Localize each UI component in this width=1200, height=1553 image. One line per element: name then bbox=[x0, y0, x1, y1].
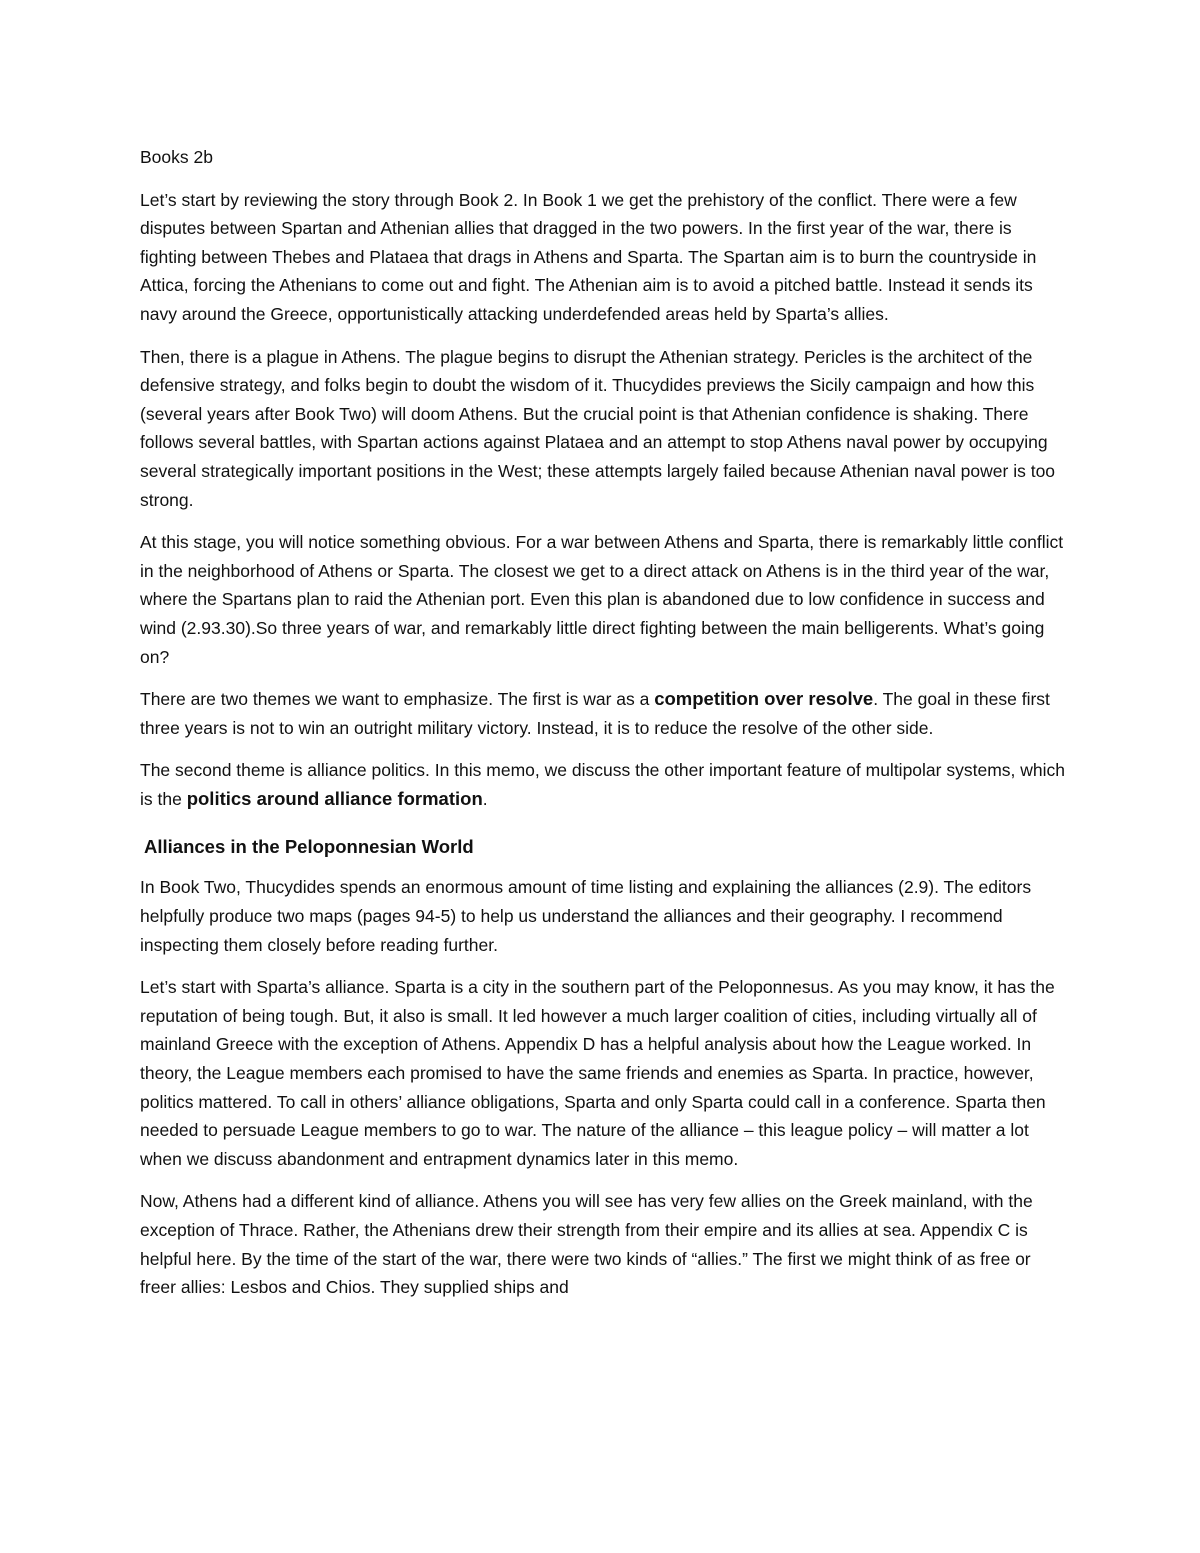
paragraph-athens-alliance: Now, Athens had a different kind of alliance. Athens you will see has very few allies on the Greek mainland, with the exception of Thrace. Rather, the Athenians drew their strength from their empire and its allies at sea. Appendix C is helpful here. By the time of the start of the war, there were two kinds of “allies.” The first we might think of as free or freer allies: Lesbos and Chios. They supplied ships and bbox=[140, 1191, 1033, 1298]
paragraph-themes bbox=[140, 685, 1065, 742]
paragraph-little-conflict: At this stage, you will notice something obvious. For a war between Athens and Sparta, there is remarkably little conflict in the neighborhood of Athens or Sparta. The closest we get to a direct attack on Athens is in the third year of the war, where the Spartans plan to raid the Athenian port. Even this plan is abandoned due to low confidence in success and wind (2.93.30).So three years of war, and remarkably little direct fighting between the main belligerents. What’s going on? bbox=[140, 532, 1064, 667]
emphasis-politics-alliance-formation: politics around alliance formation bbox=[186, 787, 483, 809]
paragraph-alliance-politics bbox=[140, 756, 1065, 813]
paragraph-themes-text-start: There are two themes we want to emphasize. The first is war as a bbox=[140, 689, 655, 710]
paragraph-sparta-alliance: Let’s start with Sparta’s alliance. Sparta is a city in the southern part of the Peloponnesus. As you may know, it has the reputation of being tough. But, it also is small. It led however a much larger coalition of cities, including virtually all of mainland Greece with the exception of Athens. Appendix D has a helpful analysis about how the League worked. In theory, the League members each promised to have the same friends and enemies as Sparta. In practice, however, politics mattered. To call in others’ alliance obligations, Sparta and only Sparta could call in a conference. Sparta then needed to persuade League members to go to war. The nature of the alliance – this league policy – will matter a lot when we discuss abandonment and entrapment dynamics later in this memo. bbox=[140, 977, 1055, 1169]
paragraph-alliance-text-start: The second theme is alliance politics. In this memo, we discuss the other important feature of multipolar systems, which is the bbox=[140, 760, 1065, 809]
section-heading-alliances: Alliances in the Peloponnesian World bbox=[144, 836, 474, 858]
document-title: Books 2b bbox=[140, 147, 213, 167]
paragraph-book-two-alliances: In Book Two, Thucydides spends an enormous amount of time listing and explaining the alliances (2.9). The editors helpfully produce two maps (pages 94-5) to help us understand the alliances and their geography. I recommend inspecting them closely before reading further. bbox=[140, 877, 1032, 955]
document-page bbox=[140, 143, 1065, 1316]
paragraph-alliance-text-end: . bbox=[482, 788, 488, 809]
paragraph-plague: Then, there is a plague in Athens. The plague begins to disrupt the Athenian strategy. Pericles is the architect of the defensive strategy, and folks begin to doubt the wisdom of it. Thucydides previews the Sicily campaign and how this (several years after Book Two) will doom Athens. But the crucial point is that Athenian confidence is shaking. There follows several battles, with Spartan actions against Plataea and an attempt to stop Athens naval power by occupying several strategically important positions in the West; these attempts largely failed because Athenian naval power is too strong. bbox=[140, 346, 1056, 510]
paragraph-themes-text-end: . The goal in these first three years is not to win an outright military victory. Instead, it is to reduce the resolve of the other side. bbox=[140, 689, 1050, 738]
paragraph-story-review: Let’s start by reviewing the story through Book 2. In Book 1 we get the prehistory of the conflict. There were a few disputes between Spartan and Athenian allies that dragged in the two powers. In the first year of the war, there is fighting between Thebes and Plataea that drags in Athens and Sparta. The Spartan aim is to burn the countryside in Attica, forcing the Athenians to come out and fight. The Athenian aim is to avoid a pitched battle. Instead it sends its navy around the Greece, opportunistically attacking underdefended areas held by Sparta’s allies. bbox=[140, 189, 1037, 324]
emphasis-competition-over-resolve: competition over resolve bbox=[654, 688, 874, 710]
